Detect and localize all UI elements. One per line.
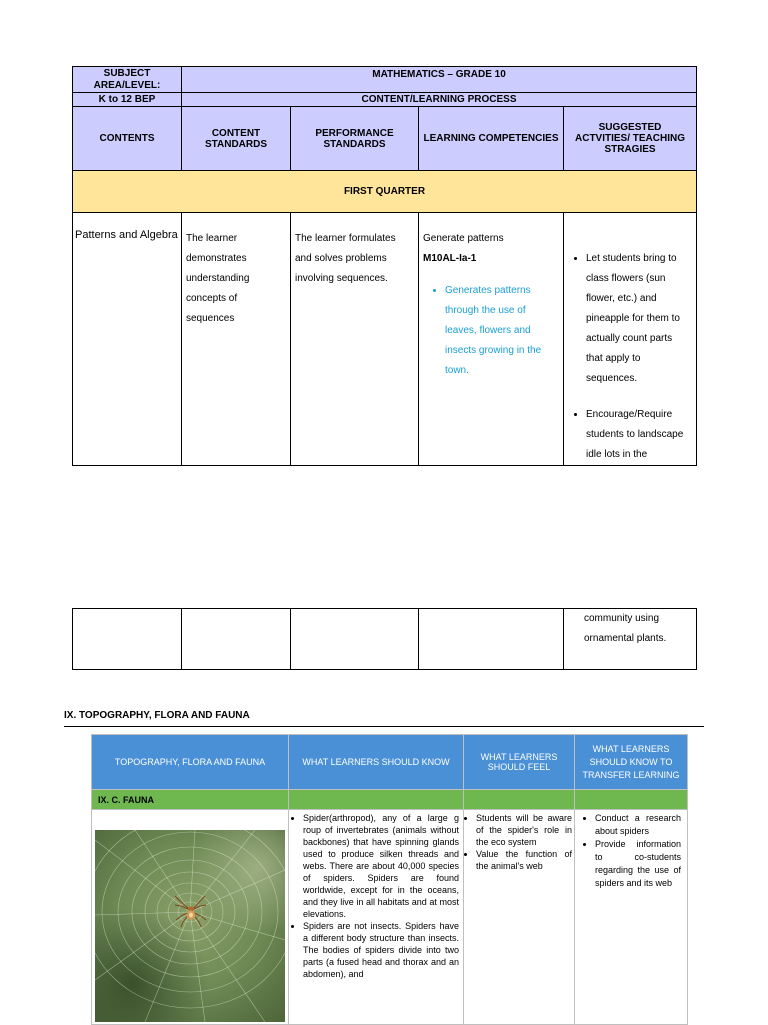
header-performance-standards: PERFORMANCE STANDARDS	[291, 107, 419, 171]
feel-item: • Value the function of the animal's web	[476, 848, 572, 872]
competency-bullet: • Generates patterns through the use of leaves, flowers and insects growing in the town.	[445, 281, 549, 381]
subject-value: MATHEMATICS – GRADE 10	[182, 67, 697, 93]
section-rule	[64, 726, 704, 727]
feel-item: • Students will be aware of the spider's role in the eco system	[476, 812, 572, 848]
content-process-label: CONTENT/LEARNING PROCESS	[182, 93, 697, 107]
content-standard-cell	[182, 213, 291, 466]
competency-title: Generate patterns	[423, 233, 504, 244]
header-contents: CONTENTS	[73, 107, 182, 171]
header-topography: TOPOGRAPHY, FLORA AND FAUNA	[92, 735, 289, 790]
should-feel-cell	[464, 810, 575, 1025]
should-know-cell	[289, 810, 464, 1025]
header-learning-competencies: LEARNING COMPETENCIES	[419, 107, 564, 171]
empty-cell	[182, 609, 291, 670]
header-suggested-activities: SUGGESTED ACTVITIES/ TEACHING STRAGIES	[564, 107, 697, 171]
fauna-table	[91, 734, 688, 1025]
know-item: • Spiders are not insects. Spiders have a different body structure than insects. The bodies of spiders divide into two parts (a fused head and thorax and an abdomen), and	[303, 920, 459, 980]
curriculum-table-continued	[72, 608, 697, 670]
activities-continued-cell	[564, 609, 697, 670]
header-transfer-learning: WHAT LEARNERS SHOULD KNOW TO TRANSFER LEARNING	[575, 735, 688, 790]
curriculum-table	[72, 66, 697, 466]
spider-photo-cell	[92, 810, 289, 1025]
know-item: • Spider(arthropod), any of a large g roup of invertebrates (animals without backbones) that have spinning glands used to produce silken threads and webs. There are about 40,000 species of spiders. Spiders are found worldwide, except for in the oceans, and they live in all habitats and at most elevations.	[303, 812, 459, 920]
transfer-cell	[575, 810, 688, 1025]
section-title: IX. TOPOGRAPHY, FLORA AND FAUNA	[64, 710, 250, 721]
spider-web-image	[95, 830, 285, 1022]
contents-cell	[73, 213, 182, 466]
activities-cell	[564, 213, 697, 466]
header-content-standards: CONTENT STANDARDS	[182, 107, 291, 171]
fauna-subheader: IX. C. FAUNA	[92, 790, 289, 810]
performance-standard-text: The learner formulates and solves problems involving sequences.	[295, 233, 396, 284]
header-should-feel: WHAT LEARNERS SHOULD FEEL	[464, 735, 575, 790]
subject-label: SUBJECT AREA/LEVEL:	[73, 67, 182, 93]
transfer-item: • Conduct a research about spiders	[595, 812, 681, 838]
quarter-row: FIRST QUARTER	[73, 171, 697, 213]
subheader-fill	[289, 790, 464, 810]
competency-cell	[419, 213, 564, 466]
k12-label: K to 12 BEP	[73, 93, 182, 107]
activity-item: • Encourage/Require students to landscape idle lots in the	[586, 405, 686, 465]
performance-standard-cell	[291, 213, 419, 466]
content-standard-text: The learner demonstrates understanding concepts of sequences	[186, 233, 250, 324]
empty-cell	[419, 609, 564, 670]
empty-cell	[73, 609, 182, 670]
competency-code: M10AL-Ia-1	[423, 253, 477, 264]
header-should-know: WHAT LEARNERS SHOULD KNOW	[289, 735, 464, 790]
empty-cell	[291, 609, 419, 670]
subheader-fill	[575, 790, 688, 810]
activities-continued-text: community using ornamental plants.	[584, 613, 667, 644]
subheader-fill	[464, 790, 575, 810]
activity-item: • Let students bring to class flowers (sun flower, etc.) and pineapple for them to actually count parts that apply to sequences.	[586, 249, 686, 389]
contents-text: Patterns and Algebra	[75, 229, 178, 241]
transfer-item: • Provide information to co-students regarding the use of spiders and its web	[595, 838, 681, 890]
